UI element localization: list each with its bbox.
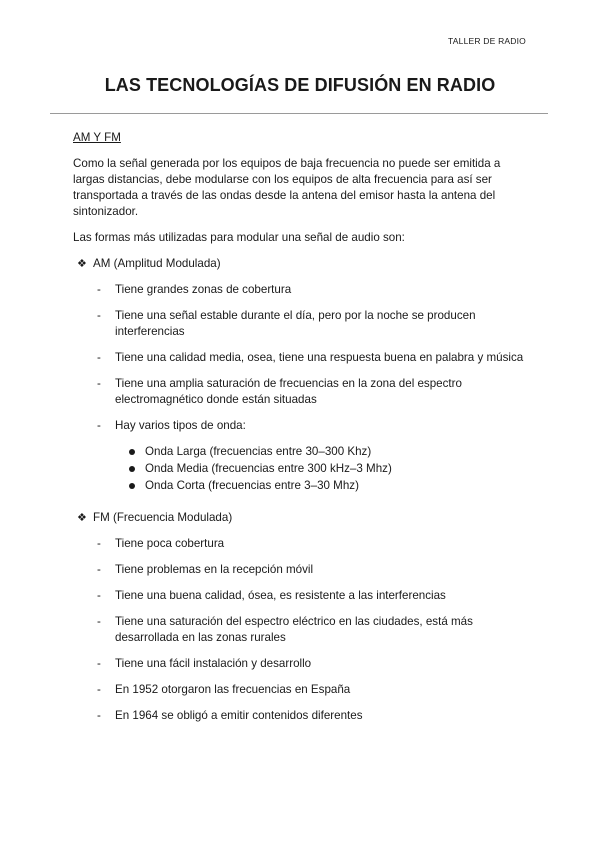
dash-bullet-icon: - [97, 377, 101, 390]
list-item [73, 418, 531, 494]
am-list [73, 282, 531, 494]
dash-bullet-icon: - [97, 709, 101, 722]
am-item-text: Tiene una calidad media, osea, tiene una respuesta buena en palabra y música [115, 351, 524, 364]
intro-paragraph: Como la señal generada por los equipos de baja frecuencia no puede ser emitida a largas distancias, debe modularse con los equipos de alta frecuencia para así ser transportada a través de las ondas desde la antena del emisor hasta la antena del sintonizador. [73, 157, 501, 218]
list-item [73, 614, 531, 646]
lead-paragraph: Las formas más utilizadas para modular una señal de audio son: [73, 231, 405, 244]
diamond-bullet-icon: ❖ [77, 512, 87, 524]
am-item-text: Tiene una amplia saturación de frecuencias en la zona del espectro electromagnético donde están situadas [115, 377, 462, 406]
dash-bullet-icon: - [97, 589, 101, 602]
wave-type-item [115, 478, 531, 494]
am-item-text: Hay varios tipos de onda: [115, 419, 246, 432]
wave-type-text: Onda Media (frecuencias entre 300 kHz–3 Mhz) [145, 462, 392, 475]
wave-type-item [115, 461, 531, 477]
am-heading [73, 256, 531, 272]
list-item [73, 536, 531, 552]
dash-bullet-icon: - [97, 419, 101, 432]
list-item [73, 282, 531, 298]
am-item-text: Tiene una señal estable durante el día, pero por la noche se producen interferencias [115, 309, 476, 338]
fm-item-text: Tiene poca cobertura [115, 537, 225, 550]
dash-bullet-icon: - [97, 657, 101, 670]
dash-bullet-icon: - [97, 351, 101, 364]
dash-bullet-icon: - [97, 615, 101, 628]
round-bullet-icon [129, 483, 135, 489]
list-item [73, 656, 531, 672]
wave-types-list [115, 444, 531, 494]
fm-item-text: En 1952 otorgaron las frecuencias en España [115, 683, 351, 696]
am-item-text: Tiene grandes zonas de cobertura [115, 283, 292, 296]
list-item [73, 350, 531, 366]
header-tag: TALLER DE RADIO [448, 36, 526, 46]
fm-item-text: Tiene una fácil instalación y desarrollo [115, 657, 312, 670]
dash-bullet-icon: - [97, 283, 101, 296]
round-bullet-icon [129, 466, 135, 472]
list-item [73, 588, 531, 604]
fm-item-text: Tiene una buena calidad, ósea, es resistente a las interferencias [115, 589, 446, 602]
list-item [73, 308, 531, 340]
wave-type-item [115, 444, 531, 460]
dash-bullet-icon: - [97, 537, 101, 550]
list-item [73, 376, 531, 408]
fm-label: FM (Frecuencia Modulada) [93, 511, 233, 524]
diamond-bullet-icon: ❖ [77, 258, 87, 270]
list-item [73, 682, 531, 698]
list-item [73, 562, 531, 578]
dash-bullet-icon: - [97, 309, 101, 322]
dash-bullet-icon: - [97, 563, 101, 576]
round-bullet-icon [129, 449, 135, 455]
dash-bullet-icon: - [97, 683, 101, 696]
fm-list [73, 536, 531, 724]
am-label: AM (Amplitud Modulada) [93, 257, 221, 270]
fm-item-text: En 1964 se obligó a emitir contenidos diferentes [115, 709, 363, 722]
page-title: LAS TECNOLOGÍAS DE DIFUSIÓN EN RADIO [104, 75, 496, 95]
fm-item-text: Tiene problemas en la recepción móvil [115, 563, 314, 576]
wave-type-text: Onda Larga (frecuencias entre 30–300 Khz) [145, 445, 372, 458]
fm-item-text: Tiene una saturación del espectro eléctrico en las ciudades, está más desarrollada en las zonas rurales [115, 615, 473, 644]
section-heading: AM Y FM [73, 131, 121, 144]
list-item [73, 708, 531, 724]
fm-heading [73, 510, 531, 526]
document-body [73, 130, 531, 734]
wave-type-text: Onda Corta (frecuencias entre 3–30 Mhz) [145, 479, 359, 492]
title-divider [50, 113, 548, 114]
